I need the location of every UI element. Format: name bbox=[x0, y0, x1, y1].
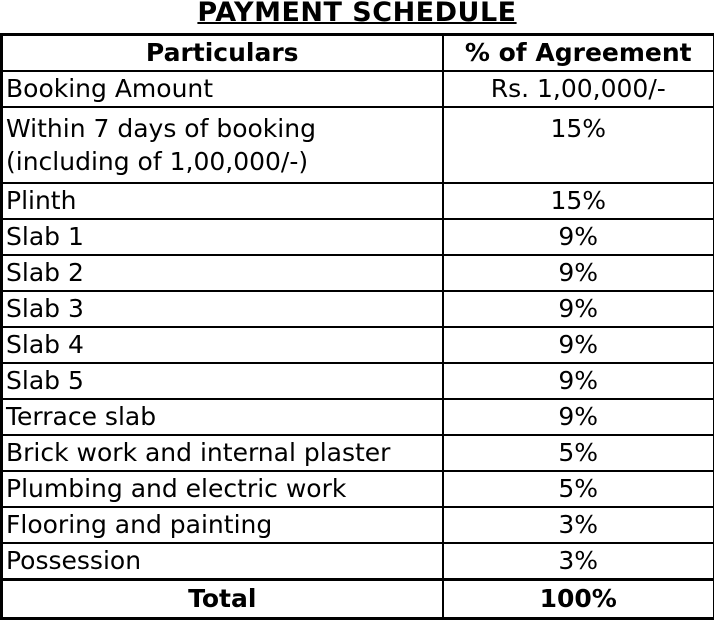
row-value: 9% bbox=[443, 219, 714, 255]
row-particular: Flooring and painting bbox=[2, 507, 443, 543]
row-value: 9% bbox=[443, 399, 714, 435]
total-value: 100% bbox=[443, 580, 714, 619]
row-particular: Booking Amount bbox=[2, 71, 443, 107]
table-row bbox=[2, 255, 714, 291]
row-value: 9% bbox=[443, 363, 714, 399]
header-particulars: Particulars bbox=[2, 35, 443, 72]
total-label: Total bbox=[2, 580, 443, 619]
row-value: 3% bbox=[443, 507, 714, 543]
table-header-row bbox=[2, 35, 714, 72]
table-row bbox=[2, 291, 714, 327]
row-particular: Slab 2 bbox=[2, 255, 443, 291]
row-particular: Possession bbox=[2, 543, 443, 580]
table-row bbox=[2, 363, 714, 399]
total-row bbox=[2, 580, 714, 619]
row-value: 3% bbox=[443, 543, 714, 580]
table-row bbox=[2, 107, 714, 183]
row-particular: Slab 4 bbox=[2, 327, 443, 363]
table-row bbox=[2, 543, 714, 580]
row-value: 9% bbox=[443, 327, 714, 363]
header-percent-of-agreement: % of Agreement bbox=[443, 35, 714, 72]
table-row bbox=[2, 507, 714, 543]
table-row bbox=[2, 71, 714, 107]
row-particular: Slab 5 bbox=[2, 363, 443, 399]
table-row bbox=[2, 435, 714, 471]
table-row bbox=[2, 327, 714, 363]
table-row bbox=[2, 471, 714, 507]
row-value: 15% bbox=[443, 107, 714, 183]
row-particular: Plumbing and electric work bbox=[2, 471, 443, 507]
row-particular: Slab 3 bbox=[2, 291, 443, 327]
table-row bbox=[2, 399, 714, 435]
table-row bbox=[2, 183, 714, 219]
row-value: Rs. 1,00,000/- bbox=[443, 71, 714, 107]
row-particular-line2: (including of 1,00,000/-) bbox=[6, 147, 309, 176]
row-particular: Terrace slab bbox=[2, 399, 443, 435]
row-particular bbox=[2, 107, 443, 183]
row-particular: Slab 1 bbox=[2, 219, 443, 255]
row-particular: Brick work and internal plaster bbox=[2, 435, 443, 471]
page-title: PAYMENT SCHEDULE bbox=[197, 0, 517, 28]
row-value: 5% bbox=[443, 435, 714, 471]
row-value: 15% bbox=[443, 183, 714, 219]
row-particular: Plinth bbox=[2, 183, 443, 219]
table-row bbox=[2, 219, 714, 255]
row-value: 5% bbox=[443, 471, 714, 507]
row-value: 9% bbox=[443, 291, 714, 327]
payment-schedule-table bbox=[0, 33, 714, 620]
row-value: 9% bbox=[443, 255, 714, 291]
row-particular-line1: Within 7 days of booking bbox=[6, 114, 316, 143]
